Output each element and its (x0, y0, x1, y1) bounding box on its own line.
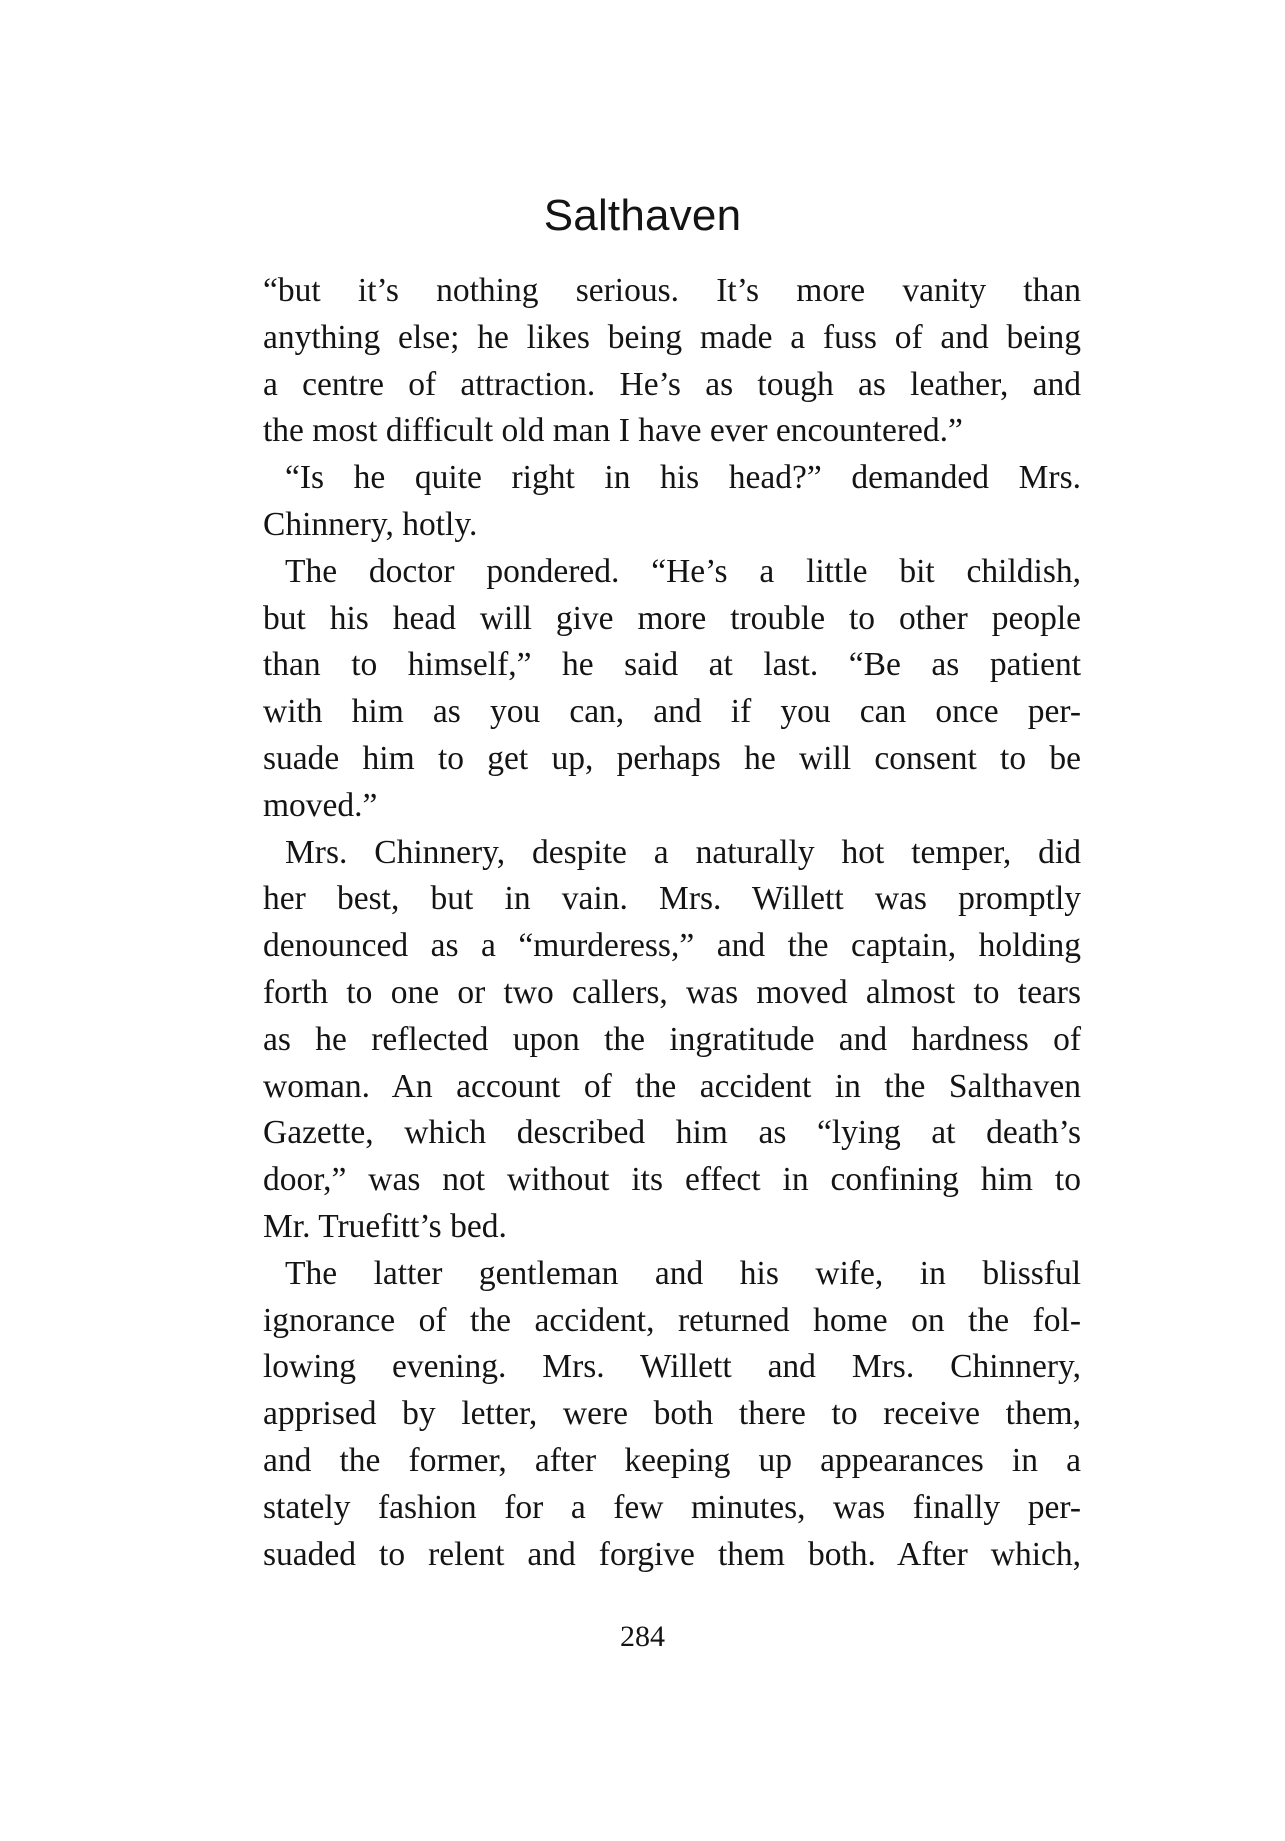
text-line: moved.” (263, 786, 378, 824)
text-line: as he reflected upon the ingratitude and hardness of (263, 1020, 1081, 1058)
text-line: door,” was not without its effect in confining him to (263, 1161, 1081, 1199)
text-line: denounced as a “murderess,” and the captain, holding (263, 927, 1081, 965)
body-text (263, 268, 1081, 1578)
text-line: apprised by letter, were both there to receive them, (263, 1395, 1081, 1433)
text-line: ignorance of the accident, returned home on the fol- (263, 1301, 1081, 1339)
text-line: The latter gentleman and his wife, in blissful (285, 1254, 1081, 1292)
paragraph-4 (263, 830, 1081, 1251)
text-line: but his head will give more trouble to other people (263, 599, 1081, 637)
text-line: stately fashion for a few minutes, was finally per- (263, 1488, 1081, 1526)
text-line: her best, but in vain. Mrs. Willett was promptly (263, 880, 1081, 918)
paragraph-3 (263, 549, 1081, 830)
text-line: Mrs. Chinnery, despite a naturally hot temper, did (285, 833, 1081, 871)
text-line: anything else; he likes being made a fuss of and being (263, 318, 1081, 356)
text-line: a centre of attraction. He’s as tough as leather, and (263, 365, 1081, 403)
text-line: “but it’s nothing serious. It’s more vanity than (263, 272, 1081, 309)
page-number: 284 (620, 1620, 665, 1653)
text-line: Gazette, which described him as “lying at death’s (263, 1114, 1081, 1152)
text-line: Chinnery, hotly. (263, 505, 478, 543)
paragraph-1 (263, 268, 1081, 455)
text-line: woman. An account of the accident in the Salthaven (263, 1067, 1081, 1105)
text-line: lowing evening. Mrs. Willett and Mrs. Chinnery, (263, 1348, 1081, 1386)
text-line: the most difficult old man I have ever encountered.” (263, 412, 963, 450)
text-line: “Is he quite right in his head?” demanded Mrs. (285, 459, 1081, 497)
text-line: and the former, after keeping up appearances in a (263, 1441, 1081, 1479)
text-line: Mr. Truefitt’s bed. (263, 1207, 507, 1245)
running-title: Salthaven (543, 191, 742, 240)
text-line: with him as you can, and if you can once per- (263, 693, 1081, 731)
text-line: suade him to get up, perhaps he will consent to be (263, 739, 1081, 777)
text-line: The doctor pondered. “He’s a little bit childish, (285, 552, 1081, 590)
paragraph-5 (263, 1251, 1081, 1579)
paragraph-2 (263, 455, 1081, 549)
text-line: than to himself,” he said at last. “Be as patient (263, 646, 1081, 684)
text-line: suaded to relent and forgive them both. After which, (263, 1535, 1081, 1573)
text-line: forth to one or two callers, was moved almost to tears (263, 973, 1081, 1011)
